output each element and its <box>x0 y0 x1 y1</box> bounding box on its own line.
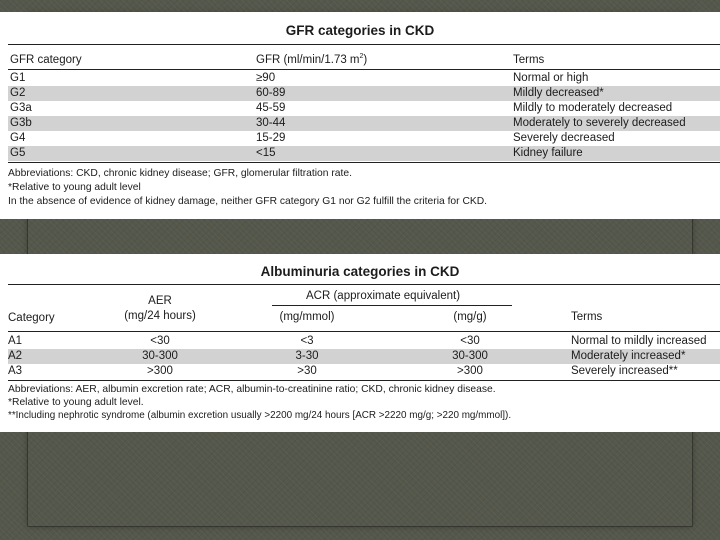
gfr-table-title: GFR categories in CKD <box>285 23 435 38</box>
albuminuria-table-title: Albuminuria categories in CKD <box>260 264 460 279</box>
gfr-table-panel <box>0 12 720 219</box>
gfr-note-relative: *Relative to young adult level <box>8 182 141 193</box>
albuminuria-note-abbreviations: Abbreviations: AER, albumin excretion rate; ACR, albumin-to-creatinine ratio; CKD, chronic kidney disease. <box>8 384 496 395</box>
albuminuria-top-rule <box>8 284 720 285</box>
table-row: G1 ≥90 Normal or high <box>10 72 589 84</box>
gfr-note-criteria: In the absence of evidence of kidney damage, neither GFR category G1 nor G2 fulfill the criteria for CKD. <box>8 196 488 207</box>
albuminuria-bottom-rule <box>8 380 720 381</box>
albuminuria-note-nephrotic: **Including nephrotic syndrome (albumin excretion usually >2200 mg/24 hours [ACR >2220 mg/g; >220 mg/mmol]). <box>8 410 512 421</box>
albuminuria-header-aer-line1: AER <box>148 295 172 307</box>
gfr-header-category: GFR category <box>10 54 82 66</box>
table-row: A3 >300 >30 >300 Severely increased** <box>8 365 678 377</box>
table-row: A2 30-300 3-30 30-300 Moderately increased* <box>8 349 720 364</box>
gfr-bottom-rule <box>8 162 720 163</box>
albuminuria-table-panel <box>0 254 720 432</box>
table-row: G2 60-89 Mildly decreased* <box>8 86 720 101</box>
acr-group-rule <box>272 305 512 306</box>
albuminuria-note-relative: *Relative to young adult level. <box>8 397 144 408</box>
albuminuria-header-rule <box>8 331 720 332</box>
table-row: G5 <15 Kidney failure <box>8 146 720 161</box>
albuminuria-header-category: Category <box>8 312 55 324</box>
albuminuria-header-aer-line2: (mg/24 hours) <box>124 310 196 322</box>
table-row: G3a 45-59 Mildly to moderately decreased <box>10 102 673 114</box>
gfr-top-rule <box>8 44 720 45</box>
albuminuria-header-mmol: (mg/mmol) <box>279 311 335 323</box>
albuminuria-header-mg-g: (mg/g) <box>453 311 487 323</box>
gfr-header-rule <box>8 69 720 70</box>
table-row: A1 <30 <3 <30 Normal to mildly increased <box>8 335 707 347</box>
table-row: G4 15-29 Severely decreased <box>10 132 615 144</box>
albuminuria-header-terms: Terms <box>571 311 603 323</box>
gfr-header-terms: Terms <box>513 54 545 66</box>
gfr-note-abbreviations: Abbreviations: CKD, chronic kidney disease; GFR, glomerular filtration rate. <box>8 168 352 179</box>
albuminuria-header-acr-group: ACR (approximate equivalent) <box>306 290 461 302</box>
gfr-header-gfr: GFR (ml/min/1.73 $m^2$) <box>256 53 368 66</box>
table-row: G3b 30-44 Moderately to severely decreased <box>8 116 720 131</box>
